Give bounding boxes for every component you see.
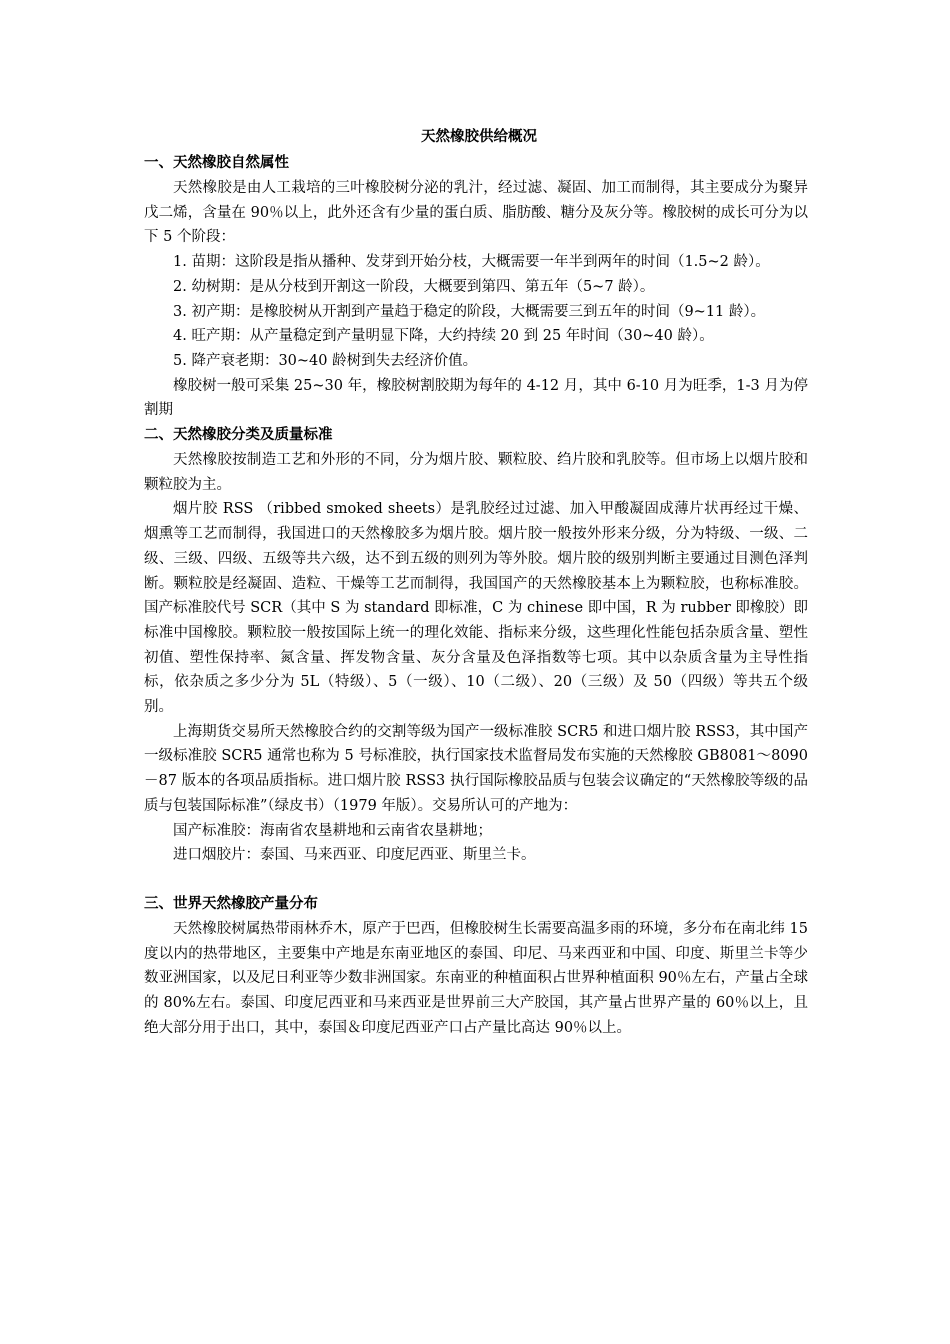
document-page xyxy=(144,123,808,1041)
section-natural-properties xyxy=(144,151,808,423)
paragraph: 2. 幼树期：是从分枝到开割这一阶段，大概要到第四、第五年（5~7 龄）。 xyxy=(173,278,655,295)
paragraph: 烟片胶 RSS （ribbed smoked sheets）是乳胶经过过滤、加入甲酸凝固成薄片状再经过干燥、烟熏等工艺而制得，我国进口的天然橡胶多为烟片胶。烟片胶一般按外形来分级，分为特级、一级、二级、三级、四级、五级等共六级，达不到五级的则列为等外胶。烟片胶的级别判断主要通过目测色泽判断。颗粒胶是经凝固、造粒、干燥等工艺而制得，我国国产的天然橡胶基本上为颗粒胶，也称标准胶。国产标准胶代号 SCR（其中 S 为 standard 即标准，C 为 chinese 即中国，R 为 rubber 即橡胶）即标准中国橡胶。颗粒胶一般按国际上统一的理化效能、指标来分级，这些理化性能包括杂质含量、塑性初值、塑性保持率、氮含量、挥发物含量、灰分含量及色泽指数等七项。其中以杂质含量为主导性指标，依杂质之多少分为 5L（特级）、5（一级）、10（二级）、20（三级）及 50（四级）等共五个级别。 xyxy=(144,501,808,716)
document-title: 天然橡胶供给概况 xyxy=(421,129,537,145)
paragraph: 5. 降产衰老期：30~40 龄树到失去经济价值。 xyxy=(173,352,478,369)
paragraph: 1. 苗期：这阶段是指从播种、发芽到开始分枝，大概需要一年半到两年的时间（1.5~2 龄）。 xyxy=(173,254,770,271)
paragraph: 3. 初产期：是橡胶树从开割到产量趋于稳定的阶段，大概需要三到五年的时间（9~11 龄）。 xyxy=(173,303,766,320)
paragraph: 橡胶树一般可采集 25~30 年，橡胶树割胶期为每年的 4-12 月，其中 6-10 月为旺季，1-3 月为停割期 xyxy=(144,377,808,419)
paragraph: 4. 旺产期：从产量稳定到产量明显下降，大约持续 20 到 25 年时间（30~40 龄）。 xyxy=(173,328,714,345)
blank-line xyxy=(144,868,808,892)
paragraph: 上海期货交易所天然橡胶合约的交割等级为国产一级标准胶 SCR5 和进口烟片胶 RSS3，其中国产一级标准胶 SCR5 通常也称为 5 号标准胶，执行国家技术监督局发布实施的天然橡胶 GB8081～8090－87 版本的各项品质指标。进口烟片胶 RSS3 执行国际橡胶品质与包装会议确定的“天然橡胶等级的品质与包装国际标准”（绿皮书）（1979 年版）。交易所认可的产地为： xyxy=(144,723,808,814)
section-classification-standards xyxy=(144,423,808,868)
paragraph: 国产标准胶：海南省农垦耕地和云南省农垦耕地； xyxy=(173,822,492,839)
paragraph: 天然橡胶是由人工栽培的三叶橡胶树分泌的乳汁，经过滤、凝固、加工而制得，其主要成分为聚异戊二烯，含量在 90％以上，此外还含有少量的蛋白质、脂肪酸、糖分及灰分等。橡胶树的成长可分为以下 5 个阶段： xyxy=(144,180,808,246)
section-heading: 二、天然橡胶分类及质量标准 xyxy=(144,427,333,444)
section-heading: 三、世界天然橡胶产量分布 xyxy=(144,895,318,912)
paragraph: 进口烟胶片：泰国、马来西亚、印度尼西亚、斯里兰卡。 xyxy=(173,847,536,864)
section-heading: 一、天然橡胶自然属性 xyxy=(144,155,289,171)
paragraph: 天然橡胶按制造工艺和外形的不同，分为烟片胶、颗粒胶、绉片胶和乳胶等。但市场上以烟片胶和颗粒胶为主。 xyxy=(144,452,808,493)
section-world-production xyxy=(144,892,808,1041)
paragraph: 天然橡胶树属热带雨林乔木，原产于巴西，但橡胶树生长需要高温多雨的环境，多分布在南北纬 15 度以内的热带地区，主要集中产地是东南亚地区的泰国、印尼、马来西亚和中国、印度、斯里兰卡等少数亚洲国家，以及尼日利亚等少数非洲国家。东南亚的种植面积占世界种植面积 90％左右，产量占全球的 80%左右。泰国、印度尼西亚和马来西亚是世界前三大产胶国，其产量占世界产量的 60％以上，且绝大部分用于出口，其中，泰国＆印度尼西亚产口占产量比高达 90％以上。 xyxy=(144,920,808,1036)
